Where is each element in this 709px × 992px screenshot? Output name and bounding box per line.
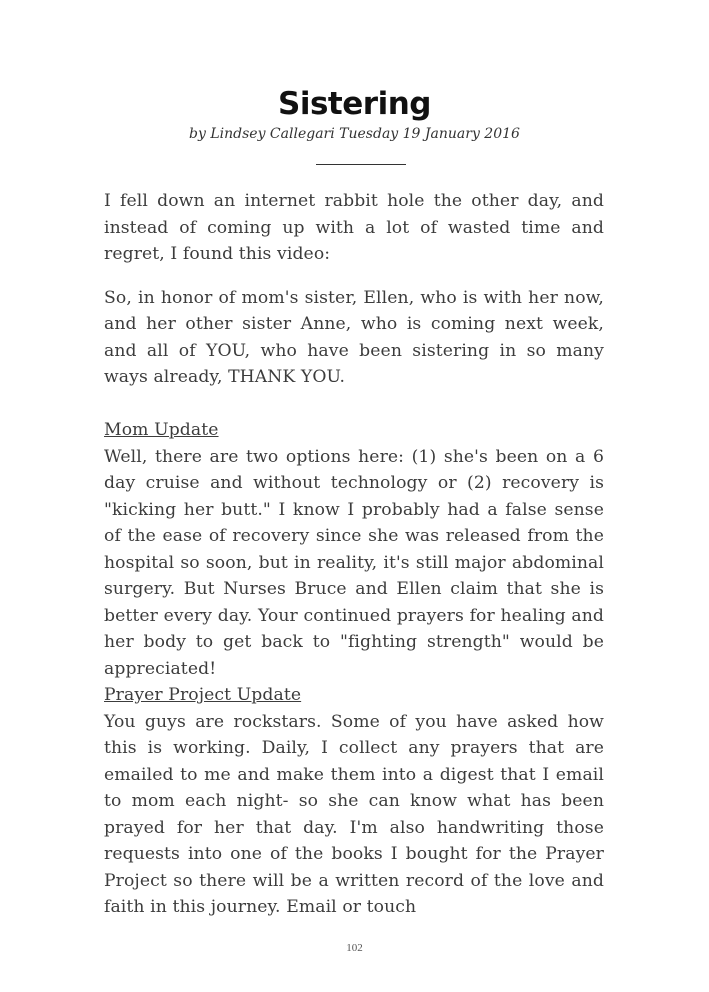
intro-paragraph-2: So, in honor of mom's sister, Ellen, who is with her now, and her other sister Anne, who is coming next week, and all of YOU, who have been sistering in so many ways already, THANK YOU. bbox=[104, 287, 604, 387]
prayer-project-paragraph: You guys are rockstars. Some of you have asked how this is working. Daily, I collect any prayers that are emailed to me and make them into a digest that I email to mom each night- so she can know what has been prayed for her that day. I'm also handwriting those requests into one of the books I bought for the Prayer Project so there will be a written record of the love and faith in this journey. Email or touch bbox=[104, 711, 604, 917]
section-heading-mom-update: Mom Update bbox=[104, 420, 219, 440]
title-separator bbox=[316, 164, 406, 165]
byline: by Lindsey Callegari Tuesday 19 January 2016 bbox=[189, 126, 520, 142]
blank-line bbox=[104, 391, 604, 418]
page-number: 102 bbox=[346, 942, 363, 954]
page-title: Sistering bbox=[278, 86, 431, 122]
intro-paragraph-1: I fell down an internet rabbit hole the other day, and instead of coming up with a lot of wasted time and regret, I found this video: bbox=[104, 191, 604, 264]
article-body bbox=[104, 188, 604, 921]
mom-update-paragraph: Well, there are two options here: (1) she's been on a 6 day cruise and without technology or (2) recovery is "kicking her butt." I know I probably had a false sense of the ease of recovery since she was released from the hospital so soon, but in reality, it's still major abdominal surgery. But Nurses Bruce and Ellen claim that she is better every day. Your continued prayers for healing and her body to get back to "fighting strength" would be appreciated! bbox=[104, 446, 604, 679]
section-heading-prayer-project: Prayer Project Update bbox=[104, 685, 302, 705]
